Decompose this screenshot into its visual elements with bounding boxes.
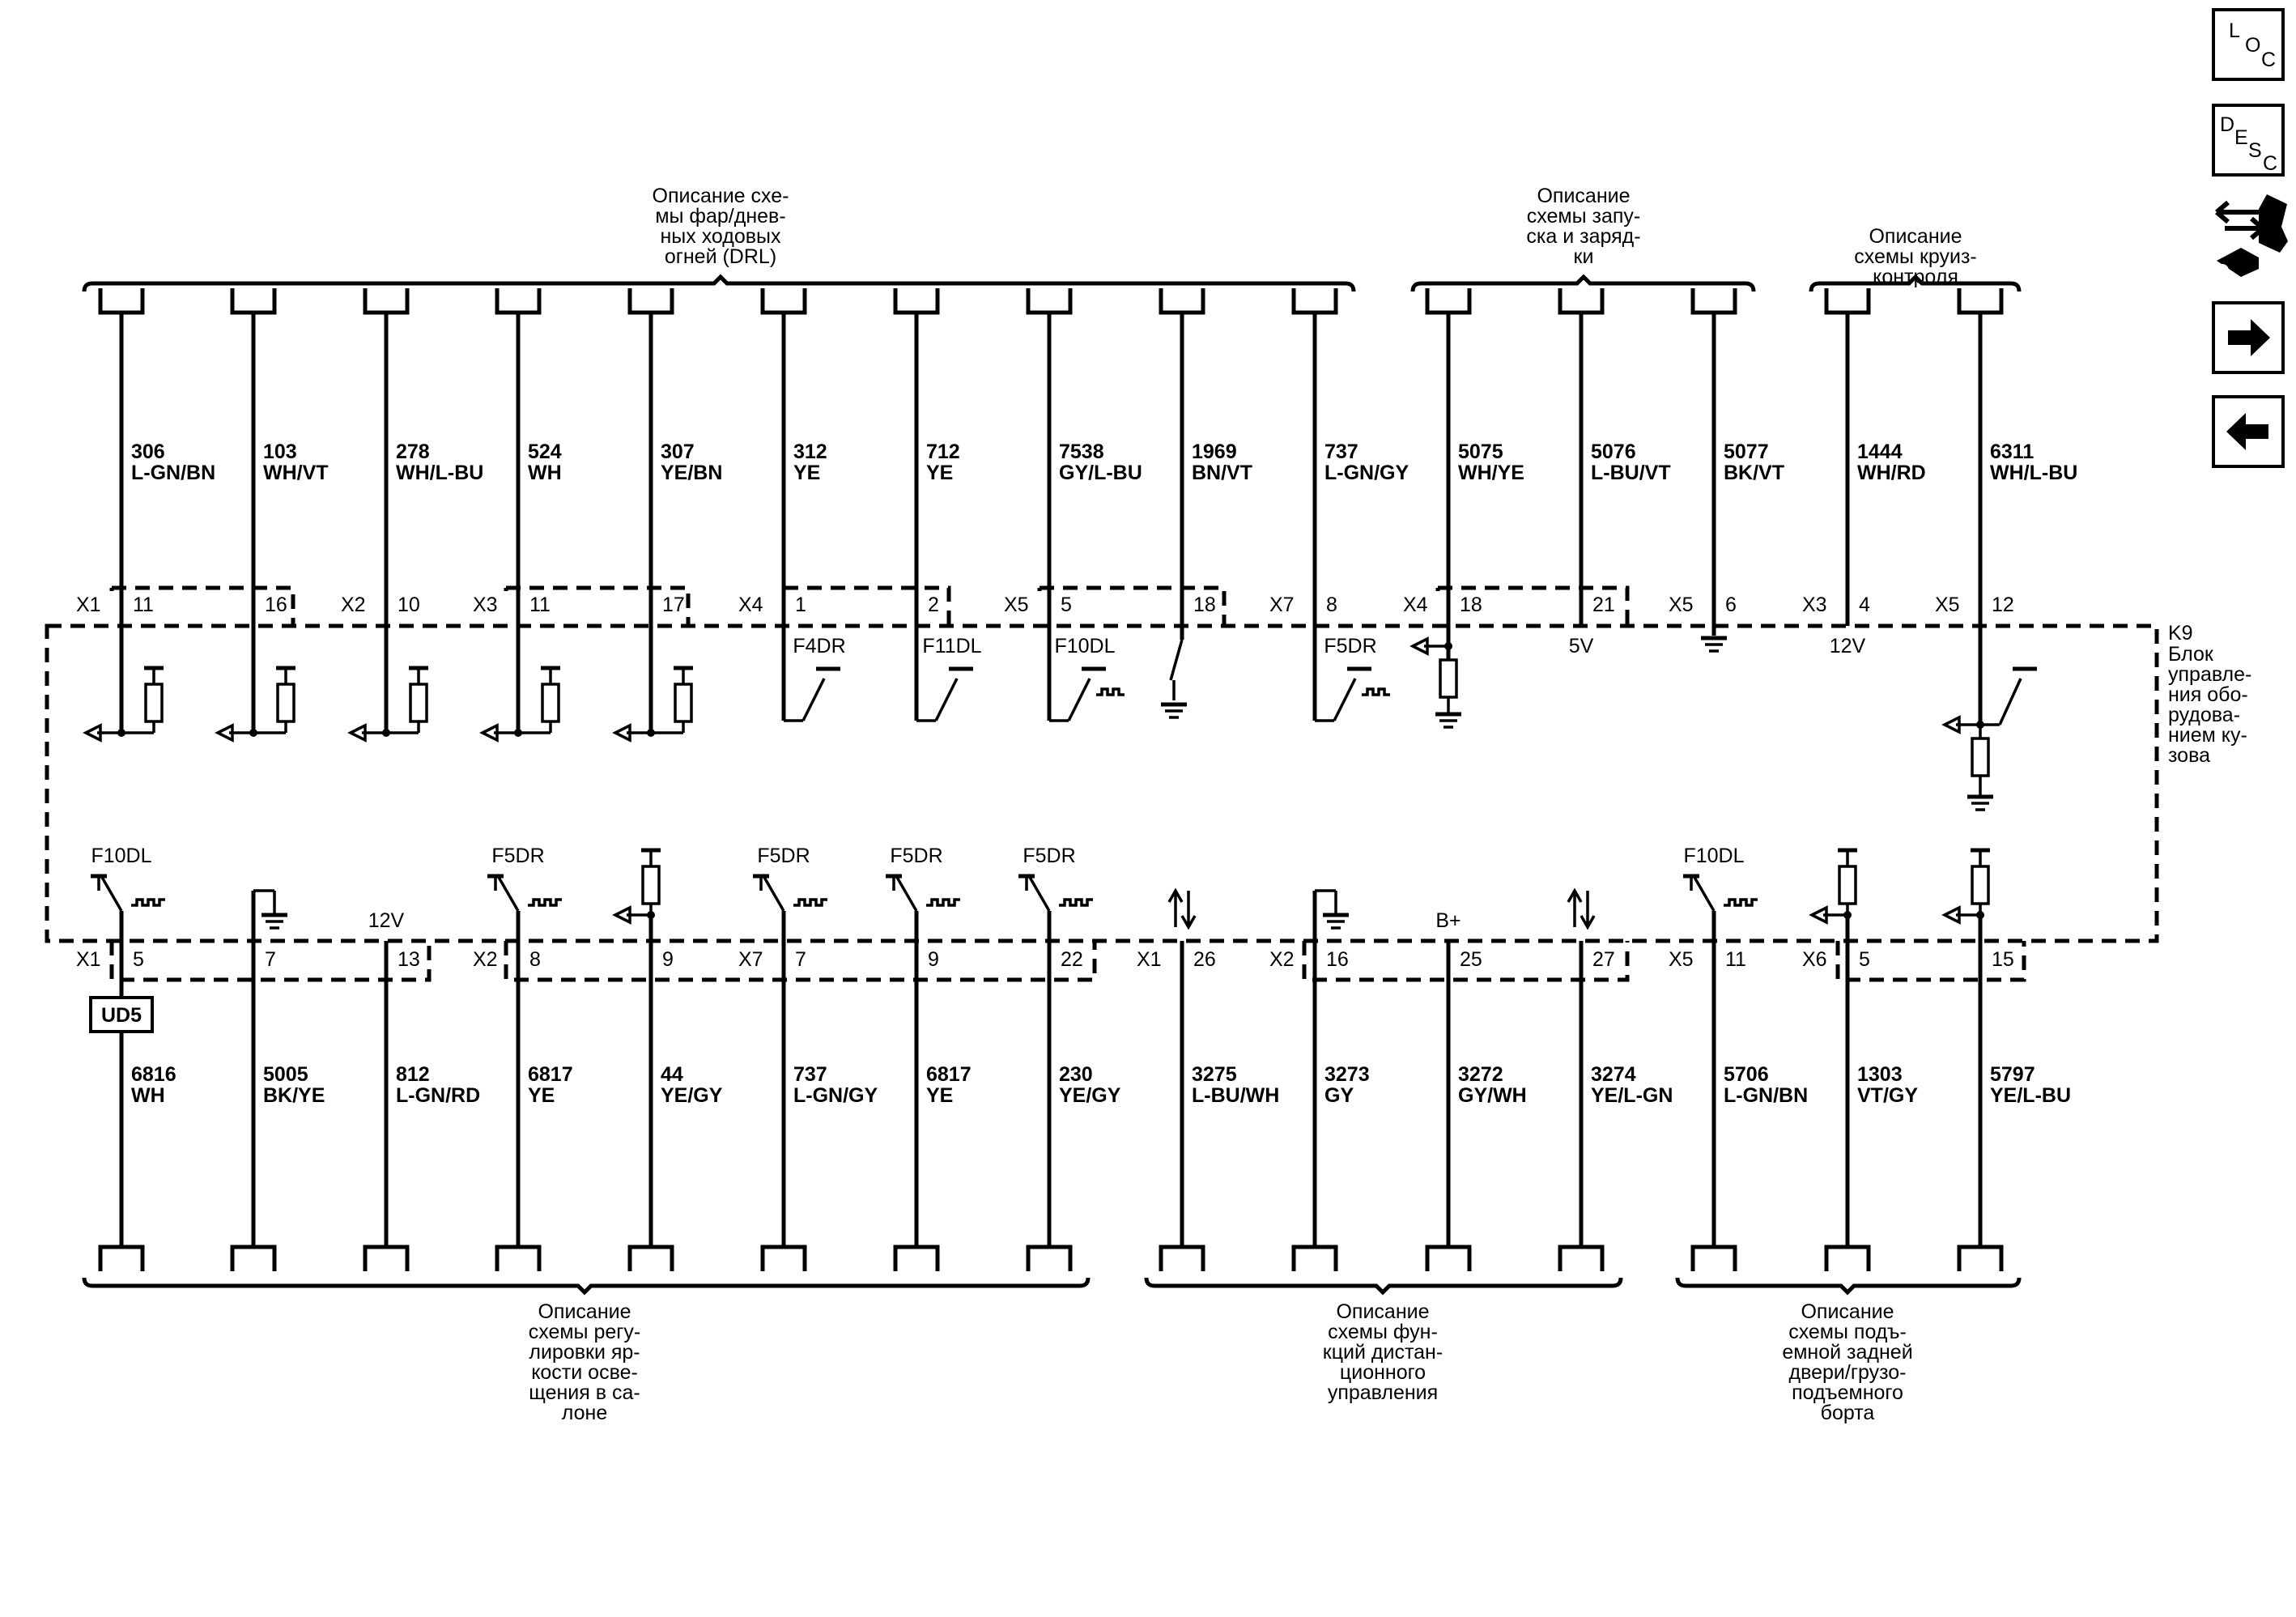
- reference-text-line: Описание: [1336, 1300, 1430, 1323]
- wire-color-code: YE: [793, 462, 821, 484]
- desc-letter-4: C: [2263, 152, 2278, 175]
- inline-component-label: UD5: [100, 1004, 142, 1027]
- bottom-circuits: [76, 845, 2071, 1271]
- reference-text-line: лировки яр-: [529, 1341, 640, 1364]
- wire-color-code: YE/L-GN: [1591, 1084, 1673, 1107]
- connector-id: X4: [738, 594, 763, 616]
- reference-text-line: ки: [1573, 245, 1594, 268]
- wire-circuit-number: 5076: [1591, 440, 1636, 463]
- loc-button[interactable]: [2213, 10, 2283, 79]
- wire-circuit-number: 44: [661, 1063, 683, 1086]
- bottom-circuit-5797: [1945, 850, 2071, 1271]
- pin-number: 25: [1460, 948, 1482, 971]
- pin-number: 15: [1992, 948, 2014, 971]
- internal-label: F5DR: [757, 845, 810, 867]
- top-circuit-6311: [1935, 288, 2077, 810]
- wire-circuit-number: 5075: [1458, 440, 1503, 463]
- bottom-circuit-3272: [1427, 909, 1527, 1271]
- top-circuit-278: [341, 288, 483, 740]
- schematic-reference-top-2[interactable]: [1413, 185, 1754, 291]
- pin-number: 27: [1592, 948, 1615, 971]
- module-name-line: управле-: [2168, 663, 2252, 686]
- pin-number: 1: [795, 594, 806, 616]
- reference-text-line: схемы подъ-: [1788, 1321, 1907, 1343]
- bottom-circuit-6816: [76, 845, 176, 1271]
- connector-id: X1: [76, 948, 101, 971]
- wire-circuit-number: 1303: [1857, 1063, 1903, 1086]
- bottom-circuit-737: [738, 845, 878, 1271]
- bottom-circuit-6817: [886, 845, 972, 1271]
- wire-color-code: WH/VT: [263, 462, 329, 484]
- connector-id: X2: [473, 948, 498, 971]
- wire-circuit-number: 6816: [131, 1063, 176, 1086]
- desc-letter-3: S: [2248, 139, 2262, 162]
- next-page-button[interactable]: [2213, 303, 2283, 372]
- connector-id: X3: [1802, 594, 1827, 616]
- wire-circuit-number: 306: [131, 440, 165, 463]
- pin-number: 7: [265, 948, 276, 971]
- wire-color-code: GY: [1324, 1084, 1354, 1107]
- previous-page-button[interactable]: [2213, 397, 2283, 466]
- reference-text-line: Описание: [1869, 225, 1962, 248]
- bottom-circuit-3274: [1560, 891, 1673, 1271]
- wire-color-code: YE/L-BU: [1990, 1084, 2071, 1107]
- pin-number: 8: [1326, 594, 1337, 616]
- wire-color-code: YE/GY: [1059, 1084, 1121, 1107]
- bottom-circuit-230: [1018, 845, 1121, 1271]
- reference-text-line: управления: [1327, 1381, 1439, 1404]
- module-name-line: рудова-: [2168, 704, 2241, 726]
- wire-circuit-number: 6817: [926, 1063, 972, 1086]
- wire-circuit-number: 5797: [1990, 1063, 2035, 1086]
- pin-number: 21: [1592, 594, 1615, 616]
- pin-number: 18: [1193, 594, 1216, 616]
- wire-color-code: WH/YE: [1458, 462, 1524, 484]
- internal-label: F5DR: [1324, 635, 1377, 657]
- module-label: [2168, 622, 2251, 767]
- schematic-reference-bottom-1[interactable]: [84, 1278, 1088, 1424]
- schematic-reference-bottom-3[interactable]: [1677, 1278, 2019, 1424]
- connector-id: X3: [473, 594, 498, 616]
- wire-color-code: L-GN/GY: [793, 1084, 878, 1107]
- pin-number: 6: [1725, 594, 1737, 616]
- reference-text-line: ных ходовых: [660, 225, 781, 248]
- wire-color-code: L-BU/WH: [1192, 1084, 1280, 1107]
- pin-number: 16: [265, 594, 287, 616]
- wire-circuit-number: 1444: [1857, 440, 1903, 463]
- reference-text-line: борта: [1820, 1402, 1875, 1424]
- pin-number: 5: [1061, 594, 1072, 616]
- wire-color-code: L-GN/RD: [396, 1084, 481, 1107]
- connector-id: X4: [1403, 594, 1428, 616]
- wire-color-code: WH/L-BU: [1990, 462, 2078, 484]
- wire-circuit-number: 1969: [1192, 440, 1237, 463]
- reference-text-line: емной задней: [1782, 1341, 1913, 1364]
- wire-circuit-number: 6817: [528, 1063, 573, 1086]
- reference-text-line: схемы фун-: [1328, 1321, 1438, 1343]
- reference-text-line: огней (DRL): [664, 245, 777, 268]
- pin-number: 5: [1859, 948, 1870, 971]
- internal-label: F10DL: [91, 845, 152, 867]
- schematic-reference-bottom-2[interactable]: [1146, 1278, 1621, 1404]
- schematic-reference-top-1[interactable]: [84, 185, 1354, 291]
- bottom-circuit-5706: [1669, 845, 1808, 1271]
- connector-tool-icon[interactable]: [2216, 194, 2288, 277]
- top-circuit-5075: [1403, 288, 1524, 727]
- module-name-line: зова: [2168, 744, 2210, 767]
- top-circuit-712: [895, 288, 982, 721]
- reference-text-line: Описание схе-: [652, 185, 789, 207]
- module-name-line: Блок: [2168, 643, 2213, 666]
- wire-color-code: BK/VT: [1724, 462, 1784, 484]
- wire-circuit-number: 230: [1059, 1063, 1093, 1086]
- reference-text-line: кости осве-: [531, 1361, 638, 1384]
- wire-color-code: YE: [528, 1084, 555, 1107]
- wire-circuit-number: 5005: [263, 1063, 308, 1086]
- bottom-circuit-1303: [1802, 850, 1918, 1271]
- pin-number: 13: [398, 948, 420, 971]
- connector-id: X1: [76, 594, 101, 616]
- wire-circuit-number: 737: [793, 1063, 827, 1086]
- top-circuit-307: [615, 288, 722, 740]
- loc-letter-2: O: [2245, 34, 2261, 57]
- desc-letter-1: D: [2220, 113, 2235, 136]
- internal-label: B+: [1435, 909, 1461, 932]
- reference-text-line: схемы регу-: [528, 1321, 641, 1343]
- desc-letter-2: E: [2234, 126, 2248, 149]
- wire-circuit-number: 6311: [1990, 440, 2035, 463]
- wire-color-code: GY/L-BU: [1059, 462, 1142, 484]
- top-circuit-5076: [1560, 288, 1671, 657]
- wire-circuit-number: 812: [396, 1063, 430, 1086]
- top-circuit-1969: [1161, 288, 1252, 717]
- schematic-references: [84, 185, 2019, 1424]
- wire-color-code: L-GN/BN: [131, 462, 216, 484]
- wire-color-code: WH/RD: [1857, 462, 1926, 484]
- wire-color-code: WH/L-BU: [396, 462, 484, 484]
- bottom-circuit-6817: [473, 845, 573, 1271]
- top-circuit-7538: [1004, 288, 1142, 721]
- bottom-circuit-44: [615, 850, 723, 1271]
- reference-text-line: контроля: [1873, 266, 1958, 288]
- wire-circuit-number: 524: [528, 440, 562, 463]
- top-circuit-306: [76, 288, 215, 740]
- internal-label: 12V: [368, 909, 405, 932]
- wire-color-code: WH: [528, 462, 562, 484]
- reference-text-line: двери/грузо-: [1788, 1361, 1907, 1384]
- top-circuit-312: [738, 288, 846, 721]
- internal-label: F5DR: [890, 845, 943, 867]
- loc-letter-1: L: [2229, 19, 2240, 42]
- module-name-line: ния обо-: [2168, 683, 2248, 706]
- top-circuit-737: [1269, 288, 1409, 721]
- wire-circuit-number: 5077: [1724, 440, 1769, 463]
- reference-text-line: схемы запу-: [1526, 205, 1641, 228]
- module-name-line: нием ку-: [2168, 724, 2247, 747]
- reference-text-line: схемы круиз-: [1854, 245, 1977, 268]
- top-circuit-5077: [1669, 288, 1784, 651]
- reference-text-line: ционного: [1339, 1361, 1426, 1384]
- module-ref: K9: [2168, 622, 2193, 645]
- reference-text-line: Описание: [538, 1300, 631, 1323]
- wire-color-code: L-GN/GY: [1324, 462, 1409, 484]
- wire-color-code: YE/GY: [661, 1084, 723, 1107]
- wire-color-code: VT/GY: [1857, 1084, 1919, 1107]
- bottom-circuit-3275: [1137, 891, 1279, 1271]
- connector-id: X5: [1004, 594, 1029, 616]
- wire-color-code: GY/WH: [1458, 1084, 1527, 1107]
- wire-circuit-number: 712: [926, 440, 960, 463]
- internal-label: 12V: [1829, 635, 1866, 657]
- reference-text-line: мы фар/днев-: [655, 205, 786, 228]
- connector-id: X2: [341, 594, 366, 616]
- bottom-circuit-3273: [1269, 891, 1370, 1271]
- loc-letter-3: C: [2261, 49, 2277, 71]
- wire-circuit-number: 5706: [1724, 1063, 1769, 1086]
- wire-circuit-number: 3272: [1458, 1063, 1503, 1086]
- wire-circuit-number: 3275: [1192, 1063, 1237, 1086]
- pin-number: 8: [529, 948, 541, 971]
- wire-color-code: BN/VT: [1192, 462, 1252, 484]
- internal-label: F5DR: [491, 845, 545, 867]
- pin-number: 16: [1326, 948, 1349, 971]
- wire-color-code: WH: [131, 1084, 165, 1107]
- wire-circuit-number: 278: [396, 440, 430, 463]
- connector-id: X5: [1669, 948, 1694, 971]
- connector-id: X6: [1802, 948, 1827, 971]
- wire-color-code: YE/BN: [661, 462, 723, 484]
- schematic-reference-top-3[interactable]: [1811, 225, 2019, 291]
- pin-number: 22: [1061, 948, 1083, 971]
- connector-id: X5: [1669, 594, 1694, 616]
- wire-color-code: YE: [926, 1084, 954, 1107]
- internal-label: 5V: [1568, 635, 1594, 657]
- wire-circuit-number: 3274: [1591, 1063, 1636, 1086]
- reference-text-line: лоне: [561, 1402, 608, 1424]
- internal-label: F10DL: [1683, 845, 1745, 867]
- internal-label: F11DL: [922, 635, 982, 657]
- reference-text-line: ска и заряд-: [1526, 225, 1641, 248]
- pin-number: 2: [928, 594, 939, 616]
- pin-number: 10: [398, 594, 420, 616]
- wire-circuit-number: 307: [661, 440, 695, 463]
- reference-text-line: кций дистан-: [1322, 1341, 1444, 1364]
- wire-color-code: L-BU/VT: [1591, 462, 1671, 484]
- connector-id: X2: [1269, 948, 1295, 971]
- pin-number: 17: [662, 594, 685, 616]
- pin-number: 5: [133, 948, 144, 971]
- internal-label: F4DR: [793, 635, 846, 657]
- reference-text-line: щения в са-: [529, 1381, 640, 1404]
- pin-number: 26: [1193, 948, 1216, 971]
- connector-id: X5: [1935, 594, 1960, 616]
- desc-button[interactable]: [2213, 105, 2283, 175]
- pin-number: 18: [1460, 594, 1482, 616]
- reference-text-line: Описание: [1537, 185, 1631, 207]
- wire-circuit-number: 737: [1324, 440, 1358, 463]
- wire-circuit-number: 103: [263, 440, 297, 463]
- pin-number: 12: [1992, 594, 2014, 616]
- wire-circuit-number: 3273: [1324, 1063, 1370, 1086]
- pin-number: 4: [1859, 594, 1870, 616]
- bottom-circuit-5005: [232, 891, 325, 1271]
- internal-label: F5DR: [1023, 845, 1076, 867]
- reference-text-line: подъемного: [1792, 1381, 1903, 1404]
- connector-id: X7: [1269, 594, 1295, 616]
- wire-color-code: BK/YE: [263, 1084, 325, 1107]
- pin-number: 9: [928, 948, 939, 971]
- connector-id: X7: [738, 948, 763, 971]
- connector-id: X1: [1137, 948, 1162, 971]
- pin-number: 7: [795, 948, 806, 971]
- pin-number: 11: [133, 594, 154, 616]
- wire-color-code: YE: [926, 462, 954, 484]
- wire-color-code: L-GN/BN: [1724, 1084, 1809, 1107]
- pin-number: 11: [1725, 948, 1746, 971]
- top-circuit-103: [218, 288, 329, 740]
- top-circuit-1444: [1802, 288, 1926, 657]
- top-circuits: [76, 288, 2077, 810]
- wire-circuit-number: 7538: [1059, 440, 1104, 463]
- pin-number: 9: [662, 948, 674, 971]
- sidebar-buttons: [2213, 10, 2288, 466]
- internal-label: F10DL: [1054, 635, 1116, 657]
- reference-text-line: Описание: [1801, 1300, 1894, 1323]
- bottom-circuit-812: [365, 909, 480, 1271]
- top-circuit-524: [473, 288, 562, 740]
- wire-circuit-number: 312: [793, 440, 827, 463]
- pin-number: 11: [529, 594, 551, 616]
